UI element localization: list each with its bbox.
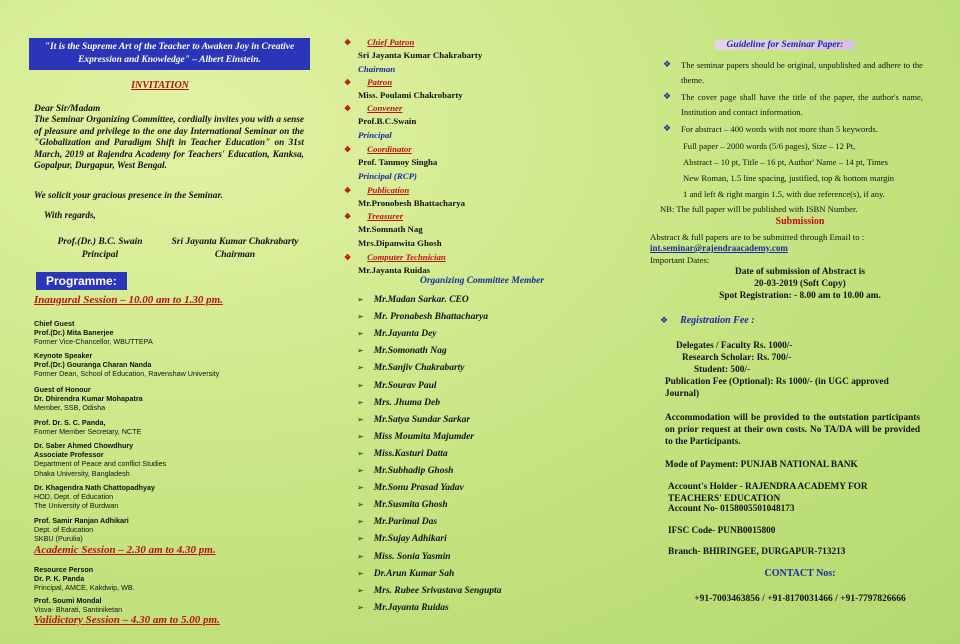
arrow-bullet-icon: ➢: [357, 397, 364, 407]
person-detail: The University of Burdwan: [34, 501, 119, 511]
arrow-bullet-icon: ➢: [357, 295, 364, 304]
committee-member: [357, 534, 447, 544]
member-name: Miss.Kasturi Datta: [373, 448, 448, 459]
invitation-body: The Seminar Organizing Committee, cordially invites you with a sense of pleasure and privilege to the one day International Seminar on the "Globalization and Paradigm Shift in Teacher Education" on 31st March, 2019 at Rajendra Academy for Teachers' Education, Kanksa, Gopalpur, Durgapur, West Bengal.: [34, 115, 304, 171]
guest-adhikari: [34, 516, 129, 544]
person-detail: Dhaka University, Bangladesh: [34, 468, 130, 478]
committee-member: [357, 312, 488, 322]
committee-chief-patron: [344, 37, 414, 47]
committee-name: Miss. Poulami Chakrobarty: [358, 90, 463, 100]
committee-member: [357, 569, 454, 579]
diamond-bullet-icon: ❖: [344, 78, 352, 87]
committee-patron: [344, 77, 392, 87]
left-panel: [0, 0, 320, 644]
person-name: Dr. Khagendra Nath Chattopadhyay: [34, 483, 156, 492]
member-name: Mrs. Jhuma Deb: [373, 397, 440, 408]
invitation-title: INVITATION: [131, 80, 189, 91]
submission-email-link[interactable]: int.seminar@rajendraacademy.com: [650, 243, 788, 253]
committee-role: Chief Patron: [367, 37, 415, 47]
arrow-bullet-icon: ➢: [357, 517, 364, 527]
arrow-bullet-icon: ➢: [357, 568, 364, 578]
committee-sub: Chairman: [358, 64, 396, 74]
person-name: Dr. P. K. Panda: [34, 574, 85, 584]
registration-fee-label: Registration Fee :: [680, 315, 755, 326]
committee-member: [357, 432, 474, 442]
signature-chairman: [150, 236, 320, 262]
validictory-session: Validictory Session – 4.30 am to 5.00 pm.: [34, 614, 220, 626]
person-name: Prof. Samir Ranjan Adhikari: [34, 516, 129, 525]
committee-coordinator: [344, 144, 412, 154]
committee-member: [357, 603, 449, 613]
committee-member: [357, 329, 437, 339]
person-detail: SKBU (Purulia): [34, 534, 83, 544]
member-name: Miss Moumita Majumder: [373, 431, 475, 442]
diamond-bullet-icon: ❖: [344, 253, 352, 262]
person-name: Dr. Dhirendra Kumar Mohapatra: [34, 394, 143, 404]
arrow-bullet-icon: ➢: [357, 500, 364, 510]
fee-research: Research Scholar: Rs. 700/-: [682, 353, 792, 363]
member-name: Miss. Sonia Yasmin: [373, 551, 451, 562]
submission-title: Submission: [775, 216, 825, 227]
guideline-item: [663, 58, 923, 88]
diamond-bullet-icon: ❖: [344, 186, 352, 195]
fee-publication: Publication Fee (Optional): Rs 1000/- (in UGC approved Journal): [665, 377, 889, 399]
spot-registration: Spot Registration: - 8.00 am to 10.00 am.: [719, 291, 881, 301]
person-role: Resource Person: [34, 565, 94, 574]
member-name: Mr.Sanjiv Chakrabarty: [373, 363, 465, 374]
committee-member: [357, 466, 453, 476]
diamond-bullet-icon: ❖: [663, 60, 672, 70]
diamond-bullet-icon: ❖: [663, 92, 672, 102]
keynote-speaker: [34, 351, 219, 379]
person-detail: Former Dean, School of Education, Ravenshaw University: [34, 369, 220, 379]
committee-member: [357, 381, 437, 391]
committee-name: Mr.Somnath Nag: [358, 224, 423, 234]
committee-member: [357, 500, 448, 510]
committee-name-2: Mrs.Dipanwita Ghosh: [358, 238, 442, 248]
guideline-item: [663, 90, 923, 120]
resource-person: [34, 565, 135, 593]
committee-role: Computer Technician: [367, 252, 446, 262]
person-role: Keynote Speaker: [34, 351, 93, 360]
committee-treasurer: [344, 211, 403, 221]
person-role: Guest of Honour: [34, 385, 91, 394]
contact-phones: +91-7003463856 / +91-8170031466 / +91-7797826666: [694, 594, 906, 604]
committee-role: Convener: [367, 103, 403, 113]
committee-name: Sri Jayanta Kumar Chakrabarty: [358, 50, 483, 60]
arrow-bullet-icon: ➢: [357, 312, 364, 322]
diamond-bullet-icon: ❖: [344, 145, 352, 154]
date-heading: Date of submission of Abstract is: [735, 267, 865, 277]
guideline-text: The seminar papers should be original, unpublished and adhere to the theme.: [681, 60, 923, 85]
branch: Branch- BHIRINGEE, DURGAPUR-713213: [668, 547, 846, 557]
sig-role: Principal: [81, 250, 119, 260]
committee-computer-technician: [344, 252, 446, 262]
member-name: Mr.Madan Sarkar. CEO: [373, 295, 469, 305]
arrow-bullet-icon: ➢: [357, 363, 364, 373]
committee-convener: [344, 103, 402, 113]
committee-member: [357, 552, 451, 562]
diamond-bullet-icon: ❖: [344, 212, 352, 221]
member-name: Mr.Susmita Ghosh: [373, 500, 448, 511]
arrow-bullet-icon: ➢: [357, 448, 364, 458]
committee-name: Mr.Pronobesh Bhattacharya: [358, 198, 466, 208]
arrow-bullet-icon: ➢: [357, 585, 364, 595]
account-number: Account No- 0158005501048173: [668, 504, 795, 514]
person-detail: Former Member Secretary, NCTE: [34, 427, 142, 437]
regards-text: With regards,: [44, 211, 96, 221]
guest-chattopadhyay: [34, 483, 155, 511]
contact-title: CONTACT Nos:: [764, 568, 836, 579]
member-name: Mr.Sourav Paul: [373, 380, 437, 391]
submission-instructions: Abstract & full papers are to be submitted through Email to :: [650, 232, 865, 242]
person-detail: HOD, Dept. of Education: [34, 492, 114, 502]
committee-member: [357, 363, 465, 373]
person-name: Prof.(Dr.) Mita Banerjee: [34, 328, 114, 338]
guideline-text: The cover page shall have the title of the paper, the author's name, Institution and contact information.: [681, 92, 923, 117]
arrow-bullet-icon: ➢: [357, 346, 364, 356]
committee-name: Prof.B.C.Swain: [358, 116, 417, 126]
einstein-quote: "It is the Supreme Art of the Teacher to Awaken Joy in Creative Expression and Knowledge" – Albert Einstein.: [29, 38, 310, 70]
committee-member: [357, 295, 469, 305]
signature-principal: [40, 236, 160, 262]
arrow-bullet-icon: ➢: [357, 551, 364, 561]
guideline-subline: New Roman, 1.5 line spacing, justified, top & bottom margin: [683, 173, 895, 183]
committee-name: Prof. Tanmoy Singha: [358, 157, 438, 167]
committee-member: [357, 483, 464, 493]
guideline-text: For abstract – 400 words with not more than 5 keywords.: [681, 124, 878, 134]
committee-member: [357, 517, 437, 527]
person-detail: Former Vice-Chancellor, WBUTTEPA: [34, 337, 153, 347]
chief-guest: [34, 319, 153, 347]
committee-member: [357, 449, 448, 459]
date-value: 20-03-2019 (Soft Copy): [754, 279, 846, 289]
arrow-bullet-icon: ➢: [357, 466, 364, 475]
guideline-item: [663, 122, 923, 137]
programme-title: Programme:: [36, 272, 127, 290]
arrow-bullet-icon: ➢: [357, 534, 364, 544]
sig-name: Sri Jayanta Kumar Chakrabarty: [171, 237, 299, 247]
member-name: Mr.Sonu Prasad Yadav: [373, 483, 464, 494]
member-name: Mr. Pronabesh Bhattacharya: [373, 312, 488, 323]
committee-role: Treasurer: [367, 211, 404, 221]
person-detail: Principal, AMCE, Kakdwip, WB.: [34, 583, 135, 593]
person-detail: Associate Professor: [34, 450, 104, 460]
arrow-bullet-icon: ➢: [357, 414, 364, 424]
sig-name: Prof.(Dr.) B.C. Swain: [57, 237, 143, 247]
arrow-bullet-icon: ➢: [357, 602, 364, 612]
nb-note: NB: The full paper will be published with ISBN Number.: [660, 204, 858, 214]
guest-of-honour: [34, 385, 143, 413]
member-name: Mr.Jayanta Dey: [373, 329, 437, 340]
arrow-bullet-icon: ➢: [357, 380, 364, 390]
accommodation-note: Accommodation will be provided to the outstation participants on prior request at their own costs. No TA/DA will be provided to the Participants.: [665, 413, 920, 447]
committee-name: Mr.Jayanta Ruidas: [358, 265, 431, 275]
person-detail: Member, SSB, Odisha: [34, 403, 106, 413]
committee-role: Coordinator: [367, 144, 412, 154]
account-holder: Account's Holder - RAJENDRA ACADEMY FOR TEACHERS' EDUCATION: [668, 482, 868, 504]
committee-role: Patron: [367, 77, 393, 87]
arrow-bullet-icon: ➢: [357, 483, 364, 493]
person-detail: Visva- Bharati, Santiniketan: [34, 605, 123, 615]
guideline-subline: 1 and left & right margin 1.5, with due reference(s), if any.: [683, 189, 885, 199]
org-committee-title: Organizing Committee Member: [420, 276, 545, 286]
academic-session: Academic Session – 2.30 am to 4.30 pm.: [34, 544, 216, 556]
guest-mondal: [34, 596, 122, 614]
committee-publication: [344, 185, 409, 195]
guideline-subline: Full paper – 2000 words (5/6 pages), Size – 12 Pt,: [683, 141, 856, 151]
diamond-bullet-icon: ❖: [344, 104, 352, 113]
member-name: Mrs. Rubee Srivastava Sengupta: [373, 585, 502, 596]
arrow-bullet-icon: ➢: [357, 431, 364, 441]
person-detail: Dept. of Education: [34, 525, 94, 535]
diamond-bullet-icon: ❖: [660, 316, 669, 326]
diamond-bullet-icon: ❖: [663, 124, 672, 134]
member-name: Mr.Sujay Adhikari: [373, 534, 447, 545]
guideline-subline: Abstract – 10 pt, Title – 16 pt, Author' Name – 14 pt, Times: [683, 157, 888, 167]
member-name: Mr.Parimal Das: [373, 517, 438, 528]
important-dates-label: Important Dates:: [650, 255, 710, 265]
person-role: Chief Guest: [34, 319, 75, 328]
payment-mode: Mode of Payment: PUNJAB NATIONAL BANK: [665, 460, 858, 470]
guest-panda: [34, 418, 141, 436]
committee-role: Publication: [367, 185, 410, 195]
diamond-bullet-icon: ❖: [344, 38, 352, 47]
guideline-title: Guideline for Seminar Paper:: [715, 40, 855, 50]
committee-member: [357, 398, 440, 408]
arrow-bullet-icon: ➢: [357, 329, 364, 339]
person-name: Dr. Saber Ahmed Chowdhury: [34, 441, 134, 450]
committee-sub: Principal: [358, 130, 392, 140]
person-name: Prof. Soumi Mondal: [34, 596, 102, 605]
fee-student: Student: 500/-: [694, 365, 751, 375]
member-name: Dr.Arun Kumar Sah: [373, 568, 455, 579]
salutation: Dear Sir/Madam: [34, 104, 101, 114]
member-name: Mr.Jayanta Ruidas: [373, 602, 449, 613]
person-detail: Department of Peace and conflict Studies: [34, 459, 167, 469]
registration-fee-title: [660, 315, 755, 326]
guest-chowdhury: [34, 441, 166, 478]
fee-delegates: Delegates / Faculty Rs. 1000/-: [676, 341, 793, 351]
committee-member: [357, 415, 470, 425]
member-name: Mr.Satya Sundar Sarkar: [373, 414, 471, 425]
ifsc-code: IFSC Code- PUNB0015800: [668, 526, 776, 536]
person-name: Prof.(Dr.) Gouranga Charan Nanda: [34, 360, 152, 370]
committee-sub: Principal (RCP): [358, 171, 417, 181]
solicit-text: We solicit your gracious presence in the Seminar.: [34, 191, 223, 201]
person-name: Prof. Dr. S. C. Panda,: [34, 418, 106, 427]
committee-member: [357, 346, 447, 356]
member-name: Mr.Somonath Nag: [373, 346, 447, 357]
sig-role: Chairman: [214, 250, 256, 260]
inaugural-session: Inaugural Session – 10.00 am to 1.30 pm.: [34, 294, 223, 306]
member-name: Mr.Subhadip Ghosh: [373, 466, 454, 476]
committee-member: [357, 586, 501, 596]
